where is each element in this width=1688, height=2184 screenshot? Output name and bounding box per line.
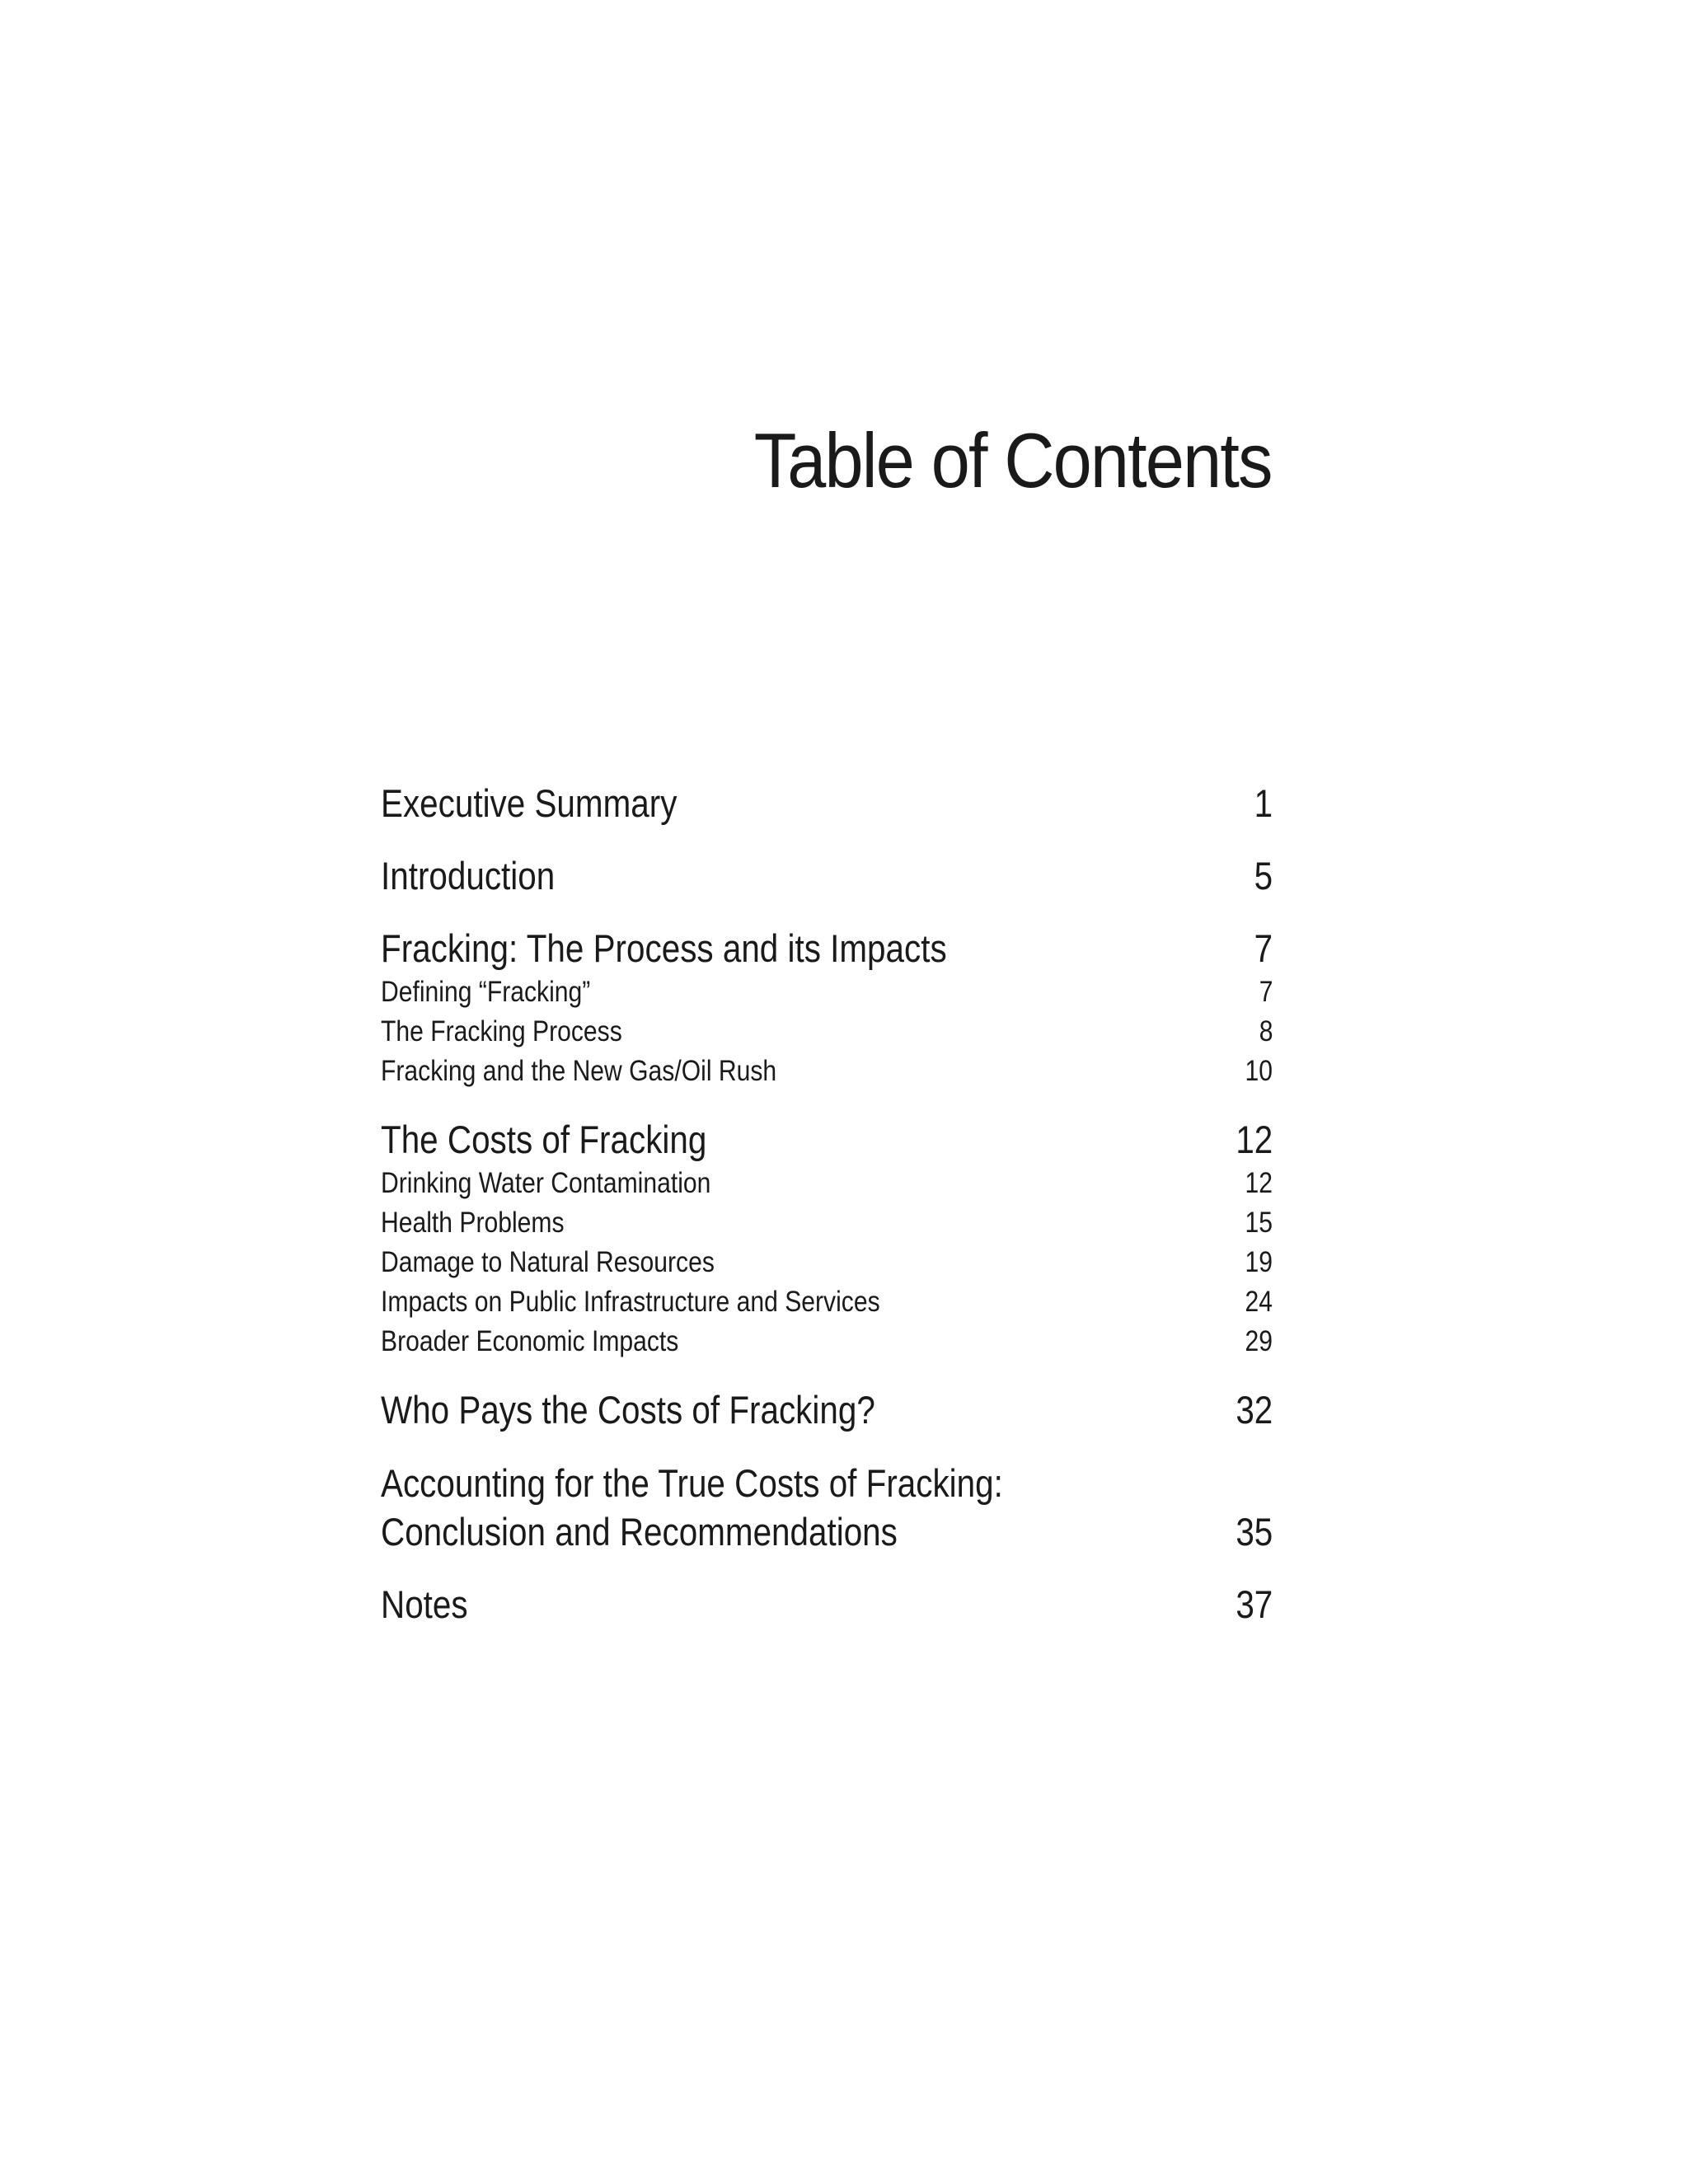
toc-subentry[interactable] [381,1282,1273,1322]
toc-entry[interactable] [381,1116,1273,1164]
toc-subentry-label: Defining “Fracking” [381,976,591,1008]
toc-entry-page: 37 [1236,1582,1273,1626]
toc-section-notes [381,1581,1273,1629]
toc-entry-label: Who Pays the Costs of Fracking? [381,1388,875,1432]
toc-subentry-page: 15 [1245,1207,1273,1239]
toc-subentry-label: Broader Economic Impacts [381,1325,679,1357]
toc-entry-label-line1 [381,1459,1273,1508]
toc-subentry-page: 7 [1259,976,1273,1008]
toc-entry-page: 32 [1236,1388,1273,1432]
toc-section-who-pays [381,1386,1273,1434]
toc-subentry[interactable] [381,1203,1273,1243]
toc-entry-page: 7 [1254,926,1273,970]
toc-entry-page: 35 [1236,1510,1273,1554]
toc-entry[interactable] [381,1581,1273,1629]
toc-subentry-label: Health Problems [381,1207,565,1239]
toc-subentry[interactable] [381,1052,1273,1091]
toc-subentry-page: 12 [1245,1167,1273,1199]
toc-entry-label-line2: Conclusion and Recommendations [381,1510,898,1554]
toc-entry-page: 1 [1254,781,1273,825]
toc-subentry-label: Fracking and the New Gas/Oil Rush [381,1055,777,1087]
toc-section-fracking-process [381,925,1273,1091]
toc-subentry-page: 10 [1245,1055,1273,1087]
toc-entry [381,1508,1273,1556]
toc-subentry[interactable] [381,972,1273,1012]
toc-subentry-page: 24 [1245,1286,1273,1318]
toc-entry-label: Accounting for the True Costs of Fracking: [381,1461,1003,1505]
toc-entry-label: Executive Summary [381,781,678,825]
toc-entry[interactable] [381,1386,1273,1434]
toc-subentry-page: 8 [1259,1015,1273,1047]
toc-subentry-label: Impacts on Public Infrastructure and Services [381,1286,880,1318]
toc-entry[interactable] [381,925,1273,972]
toc-subentry-label: Damage to Natural Resources [381,1246,715,1278]
toc-section-executive-summary [381,780,1273,827]
toc-entry-label: Introduction [381,854,556,898]
toc-entry-page: 5 [1254,854,1273,898]
toc-subentry-page: 29 [1245,1325,1273,1357]
toc-entry-label: Notes [381,1582,468,1626]
toc-entry[interactable] [381,780,1273,827]
page-title: Table of Contents [754,417,1272,504]
toc-entry-label: The Costs of Fracking [381,1118,707,1161]
toc-entry-label: Fracking: The Process and its Impacts [381,926,947,970]
toc-subentry-page: 19 [1245,1246,1273,1278]
toc-section-costs [381,1116,1273,1361]
table-of-contents [381,780,1273,1653]
toc-section-introduction [381,852,1273,900]
toc-entry[interactable] [381,852,1273,900]
toc-section-accounting[interactable] [381,1459,1273,1556]
toc-entry-page: 12 [1236,1118,1273,1161]
toc-subentry-label: The Fracking Process [381,1015,622,1047]
toc-subentry[interactable] [381,1164,1273,1203]
toc-subentry-label: Drinking Water Contamination [381,1167,711,1199]
toc-subentry[interactable] [381,1243,1273,1282]
toc-subentry[interactable] [381,1012,1273,1052]
toc-subentry[interactable] [381,1322,1273,1361]
